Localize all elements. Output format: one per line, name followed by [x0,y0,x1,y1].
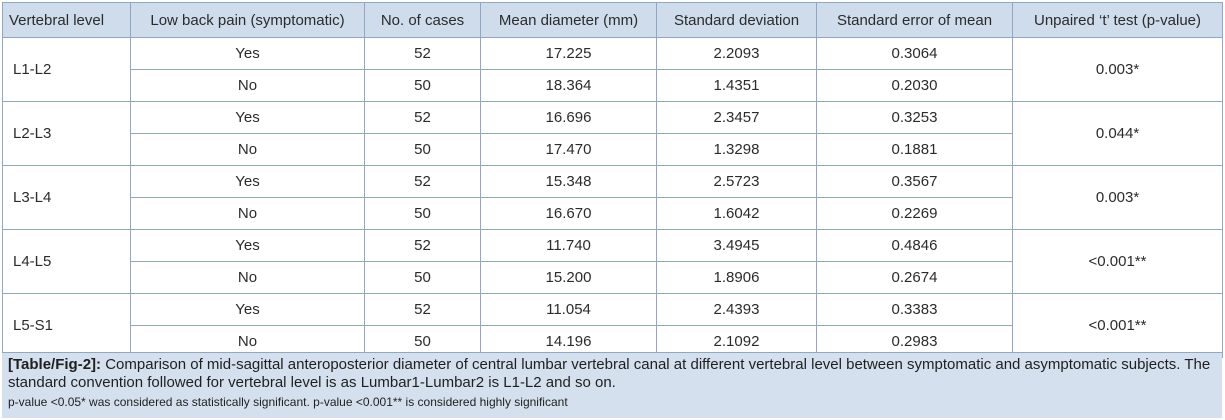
sd-cell: 1.8906 [657,262,817,294]
sem-cell: 0.4846 [817,230,1013,262]
table-row [3,294,1223,326]
sem-cell: 0.2030 [817,70,1013,102]
pain-cell: Yes [131,230,365,262]
p-value-cell: 0.003* [1013,166,1223,230]
sem-cell: 0.2269 [817,198,1013,230]
mean-cell: 11.054 [481,294,657,326]
table-row [3,38,1223,70]
sem-cell: 0.3253 [817,102,1013,134]
mean-cell: 16.670 [481,198,657,230]
sd-cell: 3.4945 [657,230,817,262]
header-vertebral-level: Vertebral level [3,3,131,38]
cases-cell: 50 [365,326,481,358]
p-value-cell: 0.044* [1013,102,1223,166]
mean-cell: 11.740 [481,230,657,262]
vertebral-level-cell: L3-L4 [3,166,131,230]
p-value-cell: <0.001** [1013,294,1223,358]
sem-cell: 0.3567 [817,166,1013,198]
sd-cell: 1.6042 [657,198,817,230]
header-standard-error: Standard error of mean [817,3,1013,38]
pain-cell: No [131,70,365,102]
cases-cell: 50 [365,134,481,166]
cases-cell: 52 [365,230,481,262]
mean-cell: 15.200 [481,262,657,294]
pain-cell: Yes [131,166,365,198]
mean-cell: 14.196 [481,326,657,358]
pain-cell: No [131,326,365,358]
caption-footnote: p-value <0.05* was considered as statistically significant. p-value <0.001** is considered highly significant [8,395,568,409]
cases-cell: 50 [365,198,481,230]
cases-cell: 52 [365,102,481,134]
header-no-of-cases: No. of cases [365,3,481,38]
cases-cell: 50 [365,70,481,102]
sem-cell: 0.2674 [817,262,1013,294]
header-mean-diameter: Mean diameter (mm) [481,3,657,38]
caption-main [8,356,1216,392]
cases-cell: 52 [365,166,481,198]
pain-cell: Yes [131,102,365,134]
pain-cell: No [131,262,365,294]
mean-cell: 15.348 [481,166,657,198]
cases-cell: 50 [365,262,481,294]
vertebral-level-cell: L1-L2 [3,38,131,102]
vertebral-level-cell: L5-S1 [3,294,131,358]
pain-cell: No [131,198,365,230]
vertebral-level-cell: L2-L3 [3,102,131,166]
cases-cell: 52 [365,38,481,70]
mean-cell: 17.470 [481,134,657,166]
sem-cell: 0.2983 [817,326,1013,358]
caption-label: [Table/Fig-2]: [8,356,102,373]
sd-cell: 2.3457 [657,102,817,134]
table-row [3,230,1223,262]
caption-text: Comparison of mid-sagittal anteroposterior diameter of central lumbar vertebral canal at different vertebral level between symptomatic and asymptomatic subjects. The standard convention followed for vertebral level is as Lumbar1-Lumbar2 is L1-L2 and so on. [8,356,1211,391]
pain-cell: No [131,134,365,166]
sd-cell: 2.1092 [657,326,817,358]
mean-cell: 18.364 [481,70,657,102]
vertebral-level-cell: L4-L5 [3,230,131,294]
p-value-cell: <0.001** [1013,230,1223,294]
sd-cell: 2.5723 [657,166,817,198]
cases-cell: 52 [365,294,481,326]
header-t-test: Unpaired ‘t’ test (p-value) [1013,3,1223,38]
data-table [2,2,1223,358]
table-row [3,102,1223,134]
mean-cell: 17.225 [481,38,657,70]
pain-cell: Yes [131,294,365,326]
header-low-back-pain: Low back pain (symptomatic) [131,3,365,38]
pain-cell: Yes [131,38,365,70]
sem-cell: 0.1881 [817,134,1013,166]
table-row [3,166,1223,198]
sd-cell: 1.4351 [657,70,817,102]
sem-cell: 0.3064 [817,38,1013,70]
sd-cell: 2.2093 [657,38,817,70]
mean-cell: 16.696 [481,102,657,134]
header-row [3,3,1223,38]
sd-cell: 2.4393 [657,294,817,326]
sem-cell: 0.3383 [817,294,1013,326]
table-caption [2,352,1222,418]
sd-cell: 1.3298 [657,134,817,166]
header-standard-deviation: Standard deviation [657,3,817,38]
p-value-cell: 0.003* [1013,38,1223,102]
